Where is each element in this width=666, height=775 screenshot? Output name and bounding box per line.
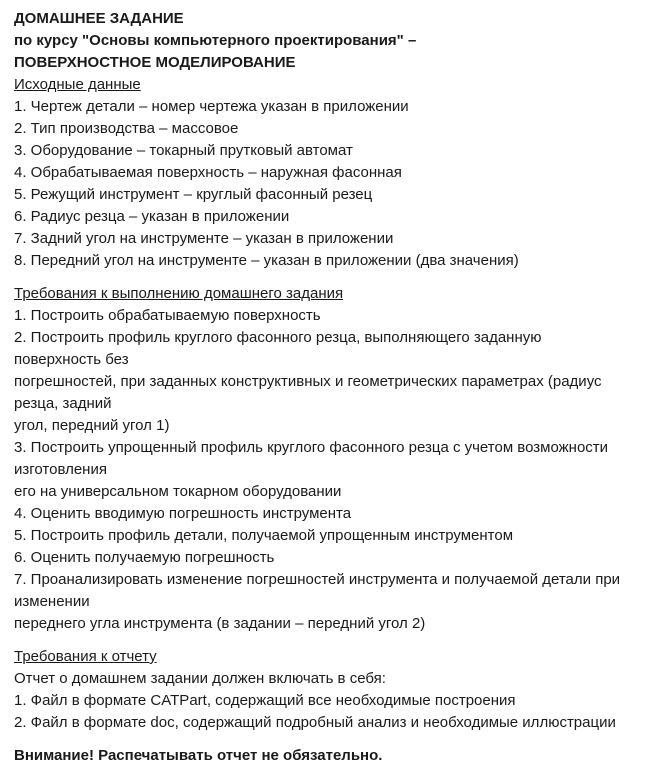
blank-line	[14, 272, 658, 283]
document-line: 3. Построить упрощенный профиль круглого фасонного резца с учетом возможности	[14, 439, 609, 456]
document-line: 6. Радиус резца – указан в приложении	[14, 208, 290, 225]
section-heading: Исходные данные	[14, 76, 141, 93]
document-line: изменении	[14, 593, 90, 610]
document-line: угол, передний угол 1)	[14, 417, 170, 434]
document-line: поверхность без	[14, 351, 129, 368]
blank-line	[14, 734, 658, 745]
document-line: 1. Построить обрабатываемую поверхность	[14, 307, 321, 324]
document-line: 5. Построить профиль детали, получаемой упрощенным инструментом	[14, 527, 514, 544]
document-line: 2. Построить профиль круглого фасонного резца, выполняющего заданную	[14, 329, 542, 346]
document-line: 6. Оценить получаемую погрешность	[14, 549, 275, 566]
document-line: 5. Режущий инструмент – круглый фасонный резец	[14, 186, 373, 203]
document-line: 2. Файл в формате doc, содержащий подробный анализ и необходимые иллюстрации	[14, 714, 616, 731]
document-line: 3. Оборудование – токарный прутковый автомат	[14, 142, 353, 159]
document-line: погрешностей, при заданных конструктивных и геометрических параметрах (радиус	[14, 373, 602, 390]
document-line: 8. Передний угол на инструменте – указан в приложении (два значения)	[14, 252, 519, 269]
title-line: ДОМАШНЕЕ ЗАДАНИЕ	[14, 10, 184, 27]
document-line: 2. Тип производства – массовое	[14, 120, 239, 137]
document-line: изготовления	[14, 461, 107, 478]
document-line: 4. Обрабатываемая поверхность – наружная фасонная	[14, 164, 402, 181]
document-line: 7. Задний угол на инструменте – указан в приложении	[14, 230, 394, 247]
title-line: ПОВЕРХНОСТНОЕ МОДЕЛИРОВАНИЕ	[14, 54, 296, 71]
blank-line	[14, 635, 658, 646]
title-line: по курсу "Основы компьютерного проектирования" –	[14, 32, 417, 49]
document-line: 7. Проанализировать изменение погрешностей инструмента и получаемой детали при	[14, 571, 621, 588]
section-heading: Требования к выполнению домашнего задания	[14, 285, 344, 302]
document-line: его на универсальном токарном оборудовании	[14, 483, 342, 500]
document-line: Отчет о домашнем задании должен включать в себя:	[14, 670, 386, 687]
document-line: 1. Чертеж детали – номер чертежа указан в приложении	[14, 98, 409, 115]
document-line: резца, задний	[14, 395, 112, 412]
document-line: переднего угла инструмента (в задании – передний угол 2)	[14, 615, 426, 632]
document-line: 1. Файл в формате CATPart, содержащий все необходимые построения	[14, 692, 516, 709]
document-body	[14, 8, 658, 767]
section-heading: Требования к отчету	[14, 648, 157, 665]
document-line: 4. Оценить вводимую погрешность инструмента	[14, 505, 352, 522]
title-line: Внимание! Распечатывать отчет не обязательно.	[14, 747, 383, 764]
